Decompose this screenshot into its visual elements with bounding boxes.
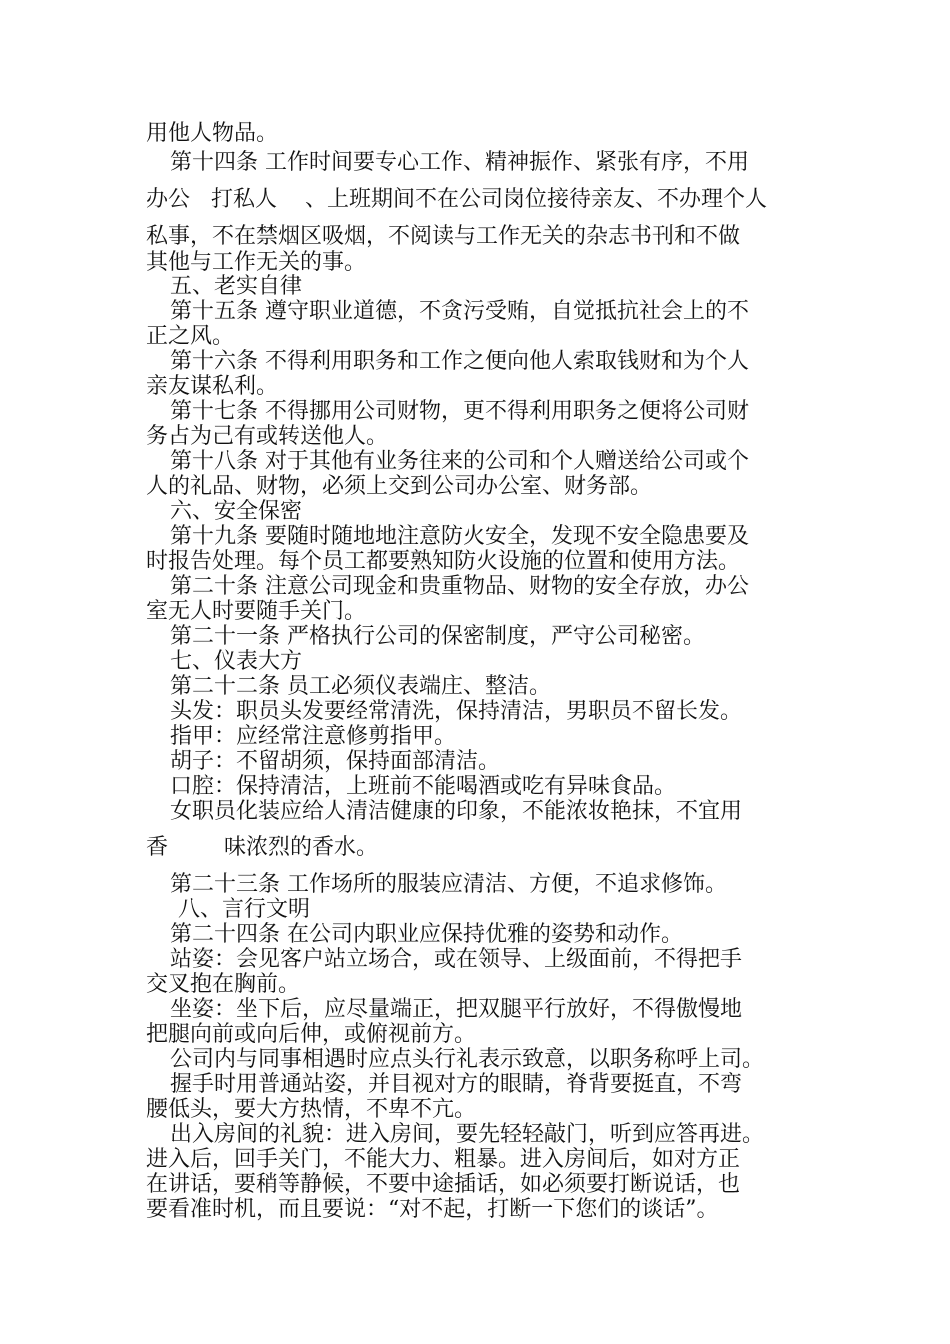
- section-heading: 七、仪表大方: [170, 649, 303, 674]
- text-line: 室无人时要随手关门。: [146, 599, 367, 624]
- text-line: 公司内与同事相遇时应点头行礼表示致意，以职务称呼上司。: [170, 1047, 765, 1072]
- text-line: 出入房间的礼貌：进入房间，要先轻轻敲门，听到应答再进。: [170, 1122, 765, 1147]
- section-heading: 八、言行文明: [178, 897, 311, 922]
- text-line: 务占为己有或转送他人。: [146, 424, 389, 449]
- text-line: 亲友谋私利。: [146, 374, 279, 399]
- text-line: 其他与工作无关的事。: [146, 250, 367, 275]
- text-line: 腰低头，要大方热情，不卑不亢。: [146, 1097, 477, 1122]
- text-line: 第十八条 对于其他有业务往来的公司和个人赠送给公司或个: [170, 449, 749, 474]
- text-line: 第二十三条 工作场所的服装应清洁、方便，不追求修饰。: [170, 872, 727, 897]
- text-line: 第二十二条 员工必须仪表端庄、整洁。: [170, 674, 551, 699]
- text-line: 第十五条 遵守职业道德，不贪污受贿，自觉抵抗社会上的不: [170, 299, 749, 324]
- text-line: 时报告处理。每个员工都要熟知防火设施的位置和使用方法。: [146, 549, 741, 574]
- text-line: 女职员化装应给人清洁健康的印象，不能浓妆艳抹，不宜用: [170, 799, 743, 824]
- text-line: 第十九条 要随时随地地注意防火安全，发现不安全隐患要及: [170, 524, 749, 549]
- text-line: 指甲：应经常注意修剪指甲。: [170, 724, 457, 749]
- text-line: 第二十四条 在公司内职业应保持优雅的姿势和动作。: [170, 922, 683, 947]
- text-line: 第二十一条 严格执行公司的保密制度，严守公司秘密。: [170, 624, 705, 649]
- text-line: 口腔：保持清洁，上班前不能喝酒或吃有异味食品。: [170, 774, 677, 799]
- text-line: 人的礼品、财物，必须上交到公司办公室、财务部。: [146, 474, 653, 499]
- text-line: 进入后，回手关门，不能大力、粗暴。进入房间后，如对方正: [146, 1147, 741, 1172]
- text-line: 正之风。: [146, 324, 235, 349]
- text-line: 站姿：会见客户站立场合，或在领导、上级面前，不得把手: [170, 947, 743, 972]
- text-line: 要看准时机，而且要说：“对不起，打断一下您们的谈话”。: [146, 1197, 719, 1222]
- section-heading: 六、安全保密: [170, 499, 303, 524]
- text-line: 用他人物品。: [146, 121, 279, 146]
- text-line: 第二十条 注意公司现金和贵重物品、财物的安全存放，办公: [170, 574, 749, 599]
- text-line: 胡子：不留胡须，保持面部清洁。: [170, 749, 501, 774]
- text-line: 办公 打私人 、上班期间不在公司岗位接待亲友、不办理个人: [146, 187, 767, 212]
- text-line: 第十七条 不得挪用公司财物，更不得利用职务之便将公司财: [170, 399, 749, 424]
- section-heading: 五、老实自律: [170, 274, 303, 299]
- text-line: 交叉抱在胸前。: [146, 972, 301, 997]
- text-line: 香 味浓烈的香水。: [146, 835, 378, 860]
- text-line: 把腿向前或向后伸，或俯视前方。: [146, 1022, 477, 1047]
- text-line: 第十六条 不得利用职务和工作之便向他人索取钱财和为个人: [170, 349, 749, 374]
- text-line: 第十四条 工作时间要专心工作、精神振作、紧张有序，不用: [170, 150, 749, 175]
- text-line: 头发：职员头发要经常清洗，保持清洁，男职员不留长发。: [170, 699, 743, 724]
- text-line: 坐姿：坐下后，应尽量端正，把双腿平行放好，不得傲慢地: [170, 997, 743, 1022]
- text-line: 在讲话，要稍等静候，不要中途插话，如必须要打断说话，也: [146, 1172, 741, 1197]
- text-line: 私事，不在禁烟区吸烟，不阅读与工作无关的杂志书刊和不做: [146, 224, 741, 249]
- text-line: 握手时用普通站姿，并目视对方的眼睛，脊背要挺直，不弯: [170, 1072, 743, 1097]
